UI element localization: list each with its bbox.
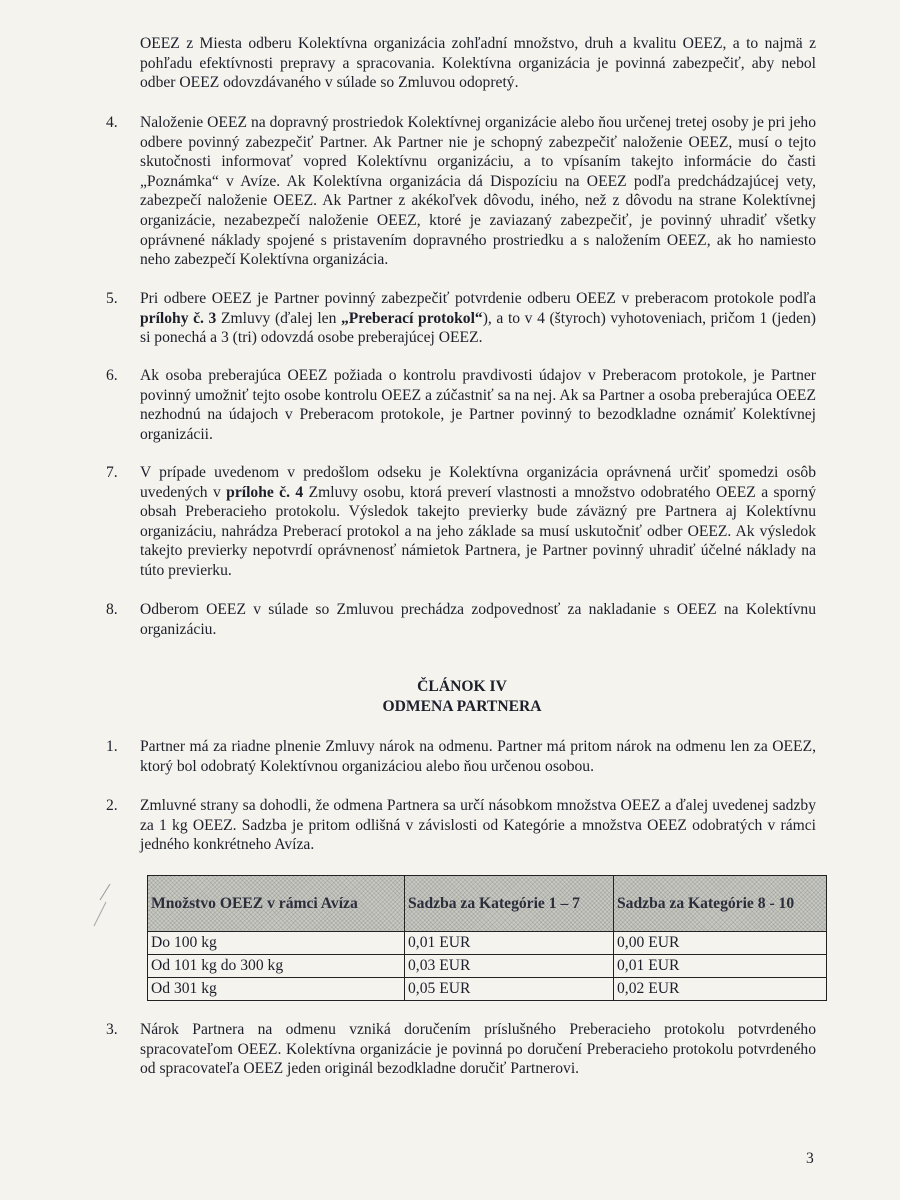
paragraph-text: ), a to v 4 (štyroch) vyhotoveniach, pričom 1 (jeden) si ponechá a 3 (tri) odovzdá osobe preberajúcej OEEZ. [140, 309, 816, 347]
item-number: 7. [106, 464, 118, 481]
item-number: 8. [106, 601, 118, 618]
item-number: 3. [106, 1021, 118, 1038]
column-header: Množstvo OEEZ v rámci Avíza [148, 876, 405, 932]
rates-table [147, 875, 827, 1001]
paragraph-item-4: Naloženie OEEZ na dopravný prostriedok Kolektívnej organizácie alebo ňou určenej tretej osoby je pri jeho odbere povinný zabezpečiť Partner. Ak Partner nie je schopný zabezpečiť naloženie OEEZ, musí o tejto skutočnosti informovať vopred Kolektívnu organizáciu, a to vpísaním takejto informácie do časti „Poznámka“ v Avíze. Ak Kolektívna organizácia dá Dispozíciu na OEEZ podľa predchádzajúcej vety, zabezpečí naloženie OEEZ. Ak Partner z akékoľvek dôvodu, iného, než z dôvodu na strane Kolektívnej organizácie, nezabezpečí naloženie OEEZ, ktoré je zaviazaný zabezpečiť, je povinný uhradiť všetky oprávnené náklady spojené s pristavením dopravného prostriedku a s naložením OEEZ, ak ho namiesto neho zabezpečí Kolektívna organizácia. [140, 114, 816, 269]
article-heading: ČLÁNOK IV [417, 678, 507, 695]
paragraph-item-8: Odberom OEEZ v súlade so Zmluvou prechádza zodpovednosť za nakladanie s OEEZ na Kolektívnu organizáciu. [140, 601, 816, 638]
intro-paragraph: OEEZ z Miesta odberu Kolektívna organizácia zohľadní množstvo, druh a kvalitu OEEZ, a to najmä z pohľadu efektívnosti prepravy a spracovania. Kolektívna organizácia je povinná zabezpečiť, aby nebol odber OEEZ odovzdávaného v súlade so Zmluvou odopretý. [140, 35, 816, 92]
page-number: 3 [806, 1150, 814, 1167]
item-number: 6. [106, 367, 118, 384]
defined-term: „Preberací protokol“ [340, 309, 483, 327]
paragraph-article4-item-1: Partner má za riadne plnenie Zmluvy nárok na odmenu. Partner má pritom nárok na odmenu len za OEEZ, ktorý bol odobratý Kolektívnou organizáciou alebo ňou určenou osobou. [140, 738, 816, 775]
table-cell: 0,00 EUR [614, 932, 827, 955]
item-number: 4. [106, 114, 118, 131]
table-row [148, 978, 827, 1001]
table-header-row [148, 876, 827, 932]
table-cell: Od 101 kg do 300 kg [148, 955, 405, 978]
reference-annex-3: prílohy č. 3 [140, 309, 217, 327]
paragraph-item-7 [140, 463, 816, 581]
item-number: 5. [106, 290, 118, 307]
article-subheading: ODMENA PARTNERA [382, 698, 542, 715]
table-cell: Do 100 kg [148, 932, 405, 955]
table-cell: 0,01 EUR [405, 932, 614, 955]
reference-annex-4: prílohe č. 4 [226, 483, 304, 501]
pencil-mark-icon [86, 880, 116, 930]
table-row [148, 955, 827, 978]
table-cell: 0,05 EUR [405, 978, 614, 1001]
table-cell: 0,02 EUR [614, 978, 827, 1001]
table-cell: 0,01 EUR [614, 955, 827, 978]
table-row [148, 932, 827, 955]
table-cell: 0,03 EUR [405, 955, 614, 978]
column-header: Sadzba za Kategórie 1 – 7 [405, 876, 614, 932]
item-number: 2. [106, 797, 118, 814]
paragraph-text: Zmluvy (ďalej len [216, 309, 341, 327]
paragraph-text: Zmluvy osobu, ktorá preverí vlastnosti a množstvo odobratého OEEZ a sporný obsah Preberacieho protokolu. Výsledok takejto previerky bude záväzný pre Partnera aj Kolektívnu organizáciu, nahrádza Preberací protokol a na jeho základe sa musí uskutočniť odber OEEZ. Ak výsledok takejto previerky nepotvrdí oprávnenosť námietok Partnera, je Partner povinný uhradiť účelné náklady na túto previerku. [140, 483, 816, 579]
paragraph-item-6: Ak osoba preberajúca OEEZ požiada o kontrolu pravdivosti údajov v Preberacom protokole, je Partner povinný umožniť tejto osobe kontrolu OEEZ a zúčastniť sa na nej. Ak sa Partner a osoba preberajúca OEEZ nezhodnú na údajoch v Preberacom protokole, je Partner povinný to bezodkladne oznámiť Kolektívnej organizácii. [140, 367, 816, 443]
paragraph-text: Pri odbere OEEZ je Partner povinný zabezpečiť potvrdenie odberu OEEZ v preberacom protokole podľa [140, 290, 816, 307]
column-header: Sadzba za Kategórie 8 - 10 [614, 876, 827, 932]
paragraph-item-5 [140, 289, 816, 348]
table-cell: Od 301 kg [148, 978, 405, 1001]
paragraph-article4-item-2: Zmluvné strany sa dohodli, že odmena Partnera sa určí násobkom množstva OEEZ a ďalej uvedenej sadzby za 1 kg OEEZ. Sadzba je pritom odlišná v závislosti od Kategórie a množstva OEEZ odobratých v rámci jedného konkrétneho Avíza. [140, 797, 816, 854]
paragraph-text: V prípade uvedenom v predošlom odseku je Kolektívna organizácia oprávnená určiť spomedzi osôb uvedených v [140, 464, 816, 501]
paragraph-article4-item-3: Nárok Partnera na odmenu vzniká doručením príslušného Preberacieho protokolu potvrdeného spracovateľom OEEZ. Kolektívna organizácie je povinná po doručení Preberacieho protokolu potvrdeného od spracovateľa OEEZ jeden originál bezodkladne doručiť Partnerovi. [140, 1021, 816, 1078]
item-number: 1. [106, 738, 118, 755]
